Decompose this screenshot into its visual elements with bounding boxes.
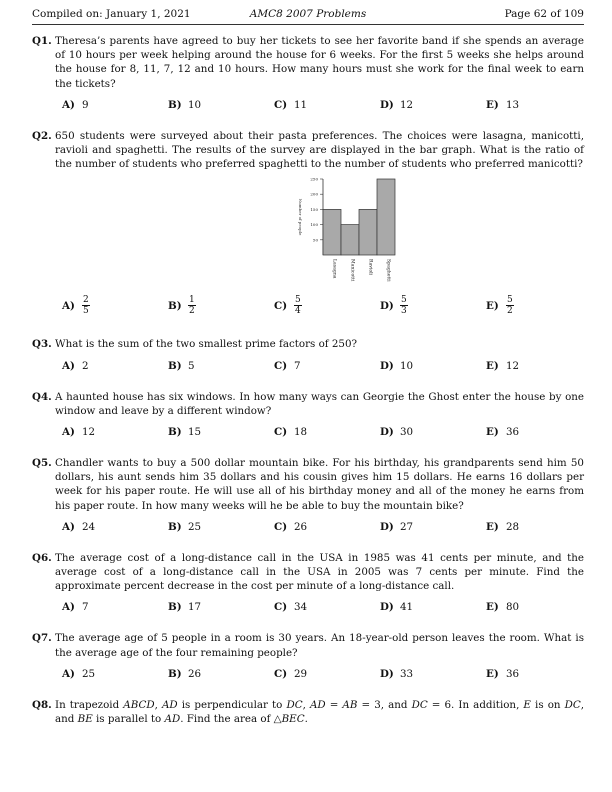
problem-number: Q6. [32,551,52,564]
problem-text: In trapezoid ABCD, AD is perpendicular to DC, AD = AB = 3, and DC = 6. In addition, E is on DC, and BE is parallel to AD. Find the area of △BEC. [55,698,585,726]
problem-number: Q2. [32,129,52,142]
y-tick-label: 250 [310,176,318,182]
choice-c: C) 29 [274,667,308,680]
choice-d: D) 30 [380,426,414,439]
choice-c: C) 26 [274,520,308,533]
y-tick-label: 200 [310,192,318,198]
answer-choices [62,668,584,684]
choice-a: A) 9 [62,98,89,111]
problem-number: Q7. [32,632,52,645]
category-label: Spaghetti [385,259,391,283]
choice-c: C) 11 [274,98,308,111]
choice-e: E) 12 [486,359,520,372]
problem-text: What is the sum of the two smallest prime factors of 250? [55,338,358,351]
choice-b: B) 5 [168,359,195,372]
category-label: Ravioli [367,259,373,276]
problem-text: A haunted house has six windows. In how many ways can Georgie the Ghost enter the house by one window and leave by a different window? [55,390,584,417]
problem-5 [32,456,584,513]
choice-d: D) 41 [380,601,414,614]
problem-list [32,34,584,726]
bar-manicotti [341,225,359,255]
choice-c: C) $\frac{5}{4}$ [274,295,301,317]
page-header [32,8,584,25]
choice-a: A) $\frac{2}{5}$ [62,295,89,317]
choice-c: C) 18 [274,426,308,439]
choice-e: E) 80 [486,601,520,614]
problem-text: Theresa’s parents have agreed to buy her tickets to see her favorite band if she spends an average of 10 hours per week helping around the house for 6 weeks. For the first 5 weeks she helps around the house for 8, 11, 7, 12 and 10 hours. How many hours must she work for the final week to earn the tickets? [55,35,584,90]
choice-e: E) $\frac{5}{2}$ [486,295,513,317]
compiled-date: Compiled on: January 1, 2021 [32,8,191,20]
answer-choices [62,601,584,617]
pasta-bar-chart [32,175,584,287]
problem-number: Q1. [32,35,52,47]
choice-e: E) 36 [486,426,520,439]
choice-e: E) 13 [486,98,520,111]
y-tick-label: 100 [310,222,318,228]
choice-b: B) 17 [168,601,202,614]
answer-choices [62,426,584,442]
choice-d: D) $\frac{5}{3}$ [380,295,407,317]
bar-spaghetti [377,179,395,255]
choice-c: C) 7 [274,359,301,372]
answer-choices [62,360,584,376]
choice-a: A) 25 [62,667,96,680]
bar-ravioli [359,210,377,256]
choice-a: A) 7 [62,601,89,614]
choice-c: C) 34 [274,601,308,614]
y-tick-label: 50 [312,237,318,243]
problem-number: Q3. [32,338,52,351]
category-label: Manicotti [349,259,355,282]
problem-number: Q8. [32,698,52,711]
bar-lasagna [323,210,341,256]
category-label: Lasagna [331,259,337,279]
problem-text: The average cost of a long-distance call in the USA in 1985 was 41 cents per minute, and the average cost of a long-distance call in the USA in 2005 was 7 cents per minute. Find the approximate percent decrease in the cost per minute of a long-distance call. [55,551,584,593]
problem-text: 650 students were surveyed about their pasta preferences. The choices were lasagna, manicotti, ravioli and spaghetti. The results of the survey are displayed in the bar graph. What is the ratio of the number of students who preferred spaghetti to the number of students who preferred manicotti? [55,129,584,171]
y-tick-label: 150 [310,207,318,213]
answer-choices [62,295,584,325]
choice-d: D) 27 [380,520,414,533]
choice-d: D) 33 [380,667,414,680]
problem-3 [32,337,584,351]
choice-a: A) 2 [62,359,89,372]
choice-b: B) 15 [168,426,202,439]
choice-e: E) 28 [486,520,520,533]
choice-b: B) 26 [168,667,202,680]
problem-4 [32,390,584,418]
problem-text: Chandler wants to buy a 500 dollar mountain bike. For his birthday, his grandparents send him 50 dollars, his aunt sends him 35 dollars and his cousin gives him 15 dollars. He earns 16 dollars per week for his paper route. He will use all of his birthday money and all of the money he earns from his paper route. In how many weeks will he be able to buy the mountain bike? [55,457,584,512]
answer-choices [62,521,584,537]
choice-b: B) 25 [168,520,202,533]
problem-number: Q5. [32,457,52,470]
page-number: Page 62 of 109 [504,8,584,20]
problem-2 [32,129,584,172]
choice-b: B) 10 [168,98,202,111]
y-axis-label: Number of people [298,199,303,236]
problem-1 [32,34,584,91]
problem-6 [32,551,584,594]
problem-7 [32,631,584,659]
problem-text: The average age of 5 people in a room is 30 years. An 18-year-old person leaves the room. What is the average age of the four remaining people? [55,632,584,659]
choice-a: A) 24 [62,520,96,533]
choice-d: D) 10 [380,359,414,372]
choice-e: E) 36 [486,667,520,680]
answer-choices [62,99,584,115]
problem-number: Q4. [32,390,52,403]
problem-8 [32,698,584,726]
choice-b: B) $\frac{1}{2}$ [168,295,195,317]
choice-d: D) 12 [380,98,414,111]
document-title: AMC8 2007 Problems [249,8,367,20]
bar-chart-svg [287,175,417,287]
choice-a: A) 12 [62,426,96,439]
